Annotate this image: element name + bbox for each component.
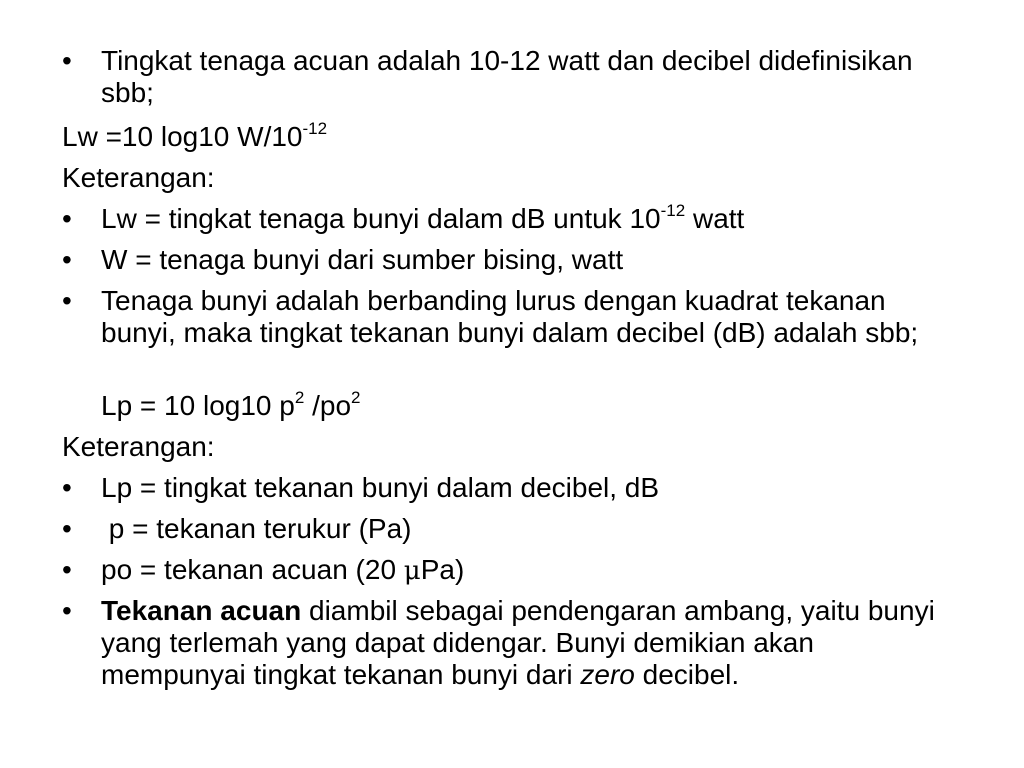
p-definition-text: p = tekanan terukur (Pa): [101, 513, 412, 544]
po-definition-post: Pa): [420, 554, 465, 585]
bullet-marker: •: [62, 554, 72, 585]
formula-lp-exponent-1: 2: [294, 388, 305, 407]
bullet-lp-definition: [62, 472, 962, 504]
bullet-marker: •: [62, 285, 72, 316]
bullet-reference-power: [62, 45, 962, 109]
formula-lw-main: Lw =10 log10 W/10: [62, 121, 303, 152]
bullet-marker: •: [62, 45, 72, 76]
formula-lp-main: Lp = 10 log10 p: [101, 390, 295, 421]
bullet-reference-pressure: [62, 595, 962, 691]
bullet-w-definition: [62, 244, 962, 276]
lw-definition-post: watt: [685, 203, 745, 234]
keterangan-label-1: Keterangan:: [62, 162, 215, 193]
bullet-marker: •: [62, 513, 72, 544]
bullet-p-definition: [62, 513, 962, 545]
sound-power-relation-text: Tenaga bunyi adalah berbanding lurus dengan kuadrat tekanan bunyi, maka tingkat tekanan bunyi dalam decibel (dB) adalah sbb;: [101, 285, 919, 348]
lp-definition-text: Lp = tingkat tekanan bunyi dalam decibel, dB: [101, 472, 660, 503]
lw-definition-exponent: -12: [660, 201, 686, 220]
zero-word: zero: [580, 659, 635, 690]
bullet-lw-definition: [62, 203, 962, 235]
bullet-sound-power-relation: [62, 285, 962, 349]
w-definition-text: W = tenaga bunyi dari sumber bising, watt: [101, 244, 624, 275]
formula-lp-divisor: /po: [304, 390, 352, 421]
micro-symbol: μ: [403, 556, 421, 586]
reference-pressure-end: decibel.: [634, 659, 740, 690]
po-definition-pre: po = tekanan acuan (20: [101, 554, 404, 585]
formula-lp: [62, 390, 962, 422]
reference-pressure-term: Tekanan acuan: [101, 595, 302, 626]
bullet-marker: •: [62, 244, 72, 275]
formula-lp-exponent-2: 2: [351, 388, 361, 407]
heading-keterangan-1: [62, 162, 962, 194]
bullet-marker: •: [62, 203, 72, 234]
lw-definition-pre: Lw = tingkat tenaga bunyi dalam dB untuk 10: [101, 203, 661, 234]
keterangan-label-2: Keterangan:: [62, 431, 215, 462]
reference-power-text: Tingkat tenaga acuan adalah 10-12 watt dan decibel didefinisikan sbb;: [101, 45, 913, 108]
bullet-marker: •: [62, 595, 72, 626]
bullet-po-definition: [62, 554, 962, 587]
heading-keterangan-2: [62, 431, 962, 463]
formula-lw: [62, 121, 962, 153]
formula-lw-exponent: -12: [302, 119, 328, 138]
bullet-marker: •: [62, 472, 72, 503]
reference-pressure-text: diambil sebagai pendengaran ambang, yaitu bunyi yang terlemah yang dapat didengar. Bunyi demikian akan mempunyai tingkat tekanan bunyi dari: [101, 595, 935, 690]
